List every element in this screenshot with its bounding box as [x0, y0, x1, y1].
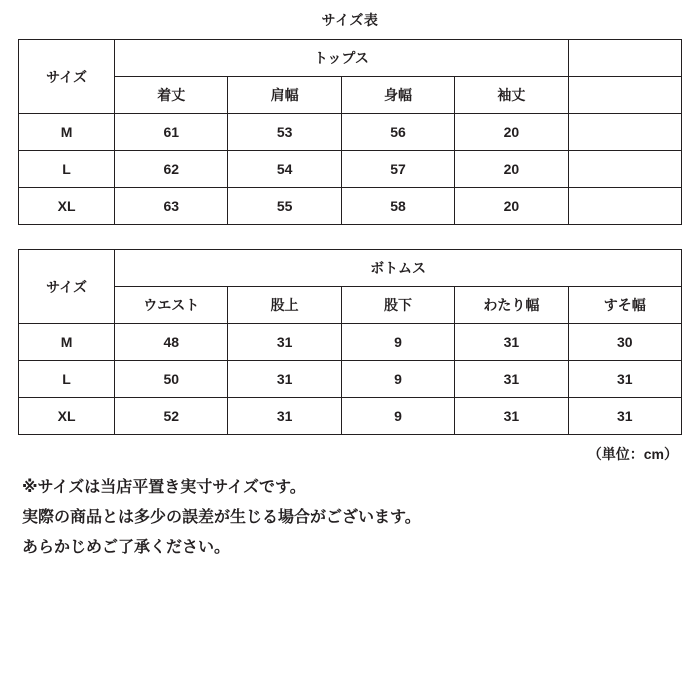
tops-row-1-value-0: 62 [115, 151, 228, 188]
bottoms-row-1-value-1: 31 [228, 361, 341, 398]
tops-row-1-value-1: 54 [228, 151, 341, 188]
table-row [19, 188, 682, 225]
table-row [19, 398, 682, 435]
tops-row-0-value-2: 56 [341, 114, 454, 151]
bottoms-row-1-value-2: 9 [341, 361, 454, 398]
note-line-1: ※サイズは当店平置き実寸サイズです。 [22, 479, 306, 496]
table-row [19, 361, 682, 398]
tops-column-header-2: 身幅 [341, 77, 454, 114]
notes-section [18, 464, 682, 560]
bottoms-column-header-4: すそ幅 [568, 287, 681, 324]
bottoms-row-0-value-4: 30 [568, 324, 681, 361]
bottoms-row-2-value-3: 31 [455, 398, 568, 435]
tops-row-2-value-0: 63 [115, 188, 228, 225]
tops-row-0-size: M [19, 114, 115, 151]
bottoms-row-1-value-0: 50 [115, 361, 228, 398]
tops-group-spacer [568, 40, 681, 77]
bottoms-row-2-value-1: 31 [228, 398, 341, 435]
tops-group-label: トップス [115, 40, 568, 77]
tops-row-1-size: L [19, 151, 115, 188]
tops-row-0-value-0: 61 [115, 114, 228, 151]
bottoms-row-2-value-4: 31 [568, 398, 681, 435]
table-row [19, 287, 682, 324]
tops-row-1-value-3: 20 [455, 151, 568, 188]
bottoms-size-table [18, 249, 682, 435]
bottoms-column-header-3: わたり幅 [455, 287, 568, 324]
page-title: サイズ表 [321, 12, 379, 28]
tops-column-header-3: 袖丈 [455, 77, 568, 114]
bottoms-column-header-1: 股上 [228, 287, 341, 324]
bottoms-row-0-value-2: 9 [341, 324, 454, 361]
tops-row-2-value-3: 20 [455, 188, 568, 225]
tops-size-table [18, 39, 682, 225]
table-row [19, 114, 682, 151]
bottoms-row-2-size: XL [19, 398, 115, 435]
bottoms-row-2-value-0: 52 [115, 398, 228, 435]
tops-column-header-1: 肩幅 [228, 77, 341, 114]
table-row [19, 77, 682, 114]
tops-row-0-value-1: 53 [228, 114, 341, 151]
bottoms-group-label: ボトムス [115, 250, 682, 287]
tops-size-label: サイズ [19, 40, 115, 114]
tops-row-2-value-4 [568, 188, 681, 225]
tops-row-0-value-3: 20 [455, 114, 568, 151]
tops-row-0-value-4 [568, 114, 681, 151]
table-row [19, 250, 682, 287]
tops-row-2-value-1: 55 [228, 188, 341, 225]
tops-row-1-value-4 [568, 151, 681, 188]
bottoms-column-header-0: ウエスト [115, 287, 228, 324]
bottoms-row-1-size: L [19, 361, 115, 398]
bottoms-size-label: サイズ [19, 250, 115, 324]
tops-row-1-value-2: 57 [341, 151, 454, 188]
bottoms-row-0-value-3: 31 [455, 324, 568, 361]
bottoms-row-1-value-4: 31 [568, 361, 681, 398]
note-line-2: 実際の商品とは多少の誤差が生じる場合がございます。 [22, 509, 421, 527]
bottoms-column-header-2: 股下 [341, 287, 454, 324]
bottoms-row-0-size: M [19, 324, 115, 361]
table-row [19, 40, 682, 77]
unit-note: （単位：cm） [587, 446, 678, 462]
tops-row-2-value-2: 58 [341, 188, 454, 225]
note-line-3: あらかじめご了承ください。 [22, 539, 231, 557]
table-row [19, 151, 682, 188]
bottoms-row-2-value-2: 9 [341, 398, 454, 435]
table-spacer [18, 225, 682, 249]
tops-row-2-size: XL [19, 188, 115, 225]
table-row [19, 324, 682, 361]
tops-column-header-4 [568, 77, 681, 114]
bottoms-row-0-value-1: 31 [228, 324, 341, 361]
bottoms-row-1-value-3: 31 [455, 361, 568, 398]
bottoms-row-0-value-0: 48 [115, 324, 228, 361]
tops-column-header-0: 着丈 [115, 77, 228, 114]
